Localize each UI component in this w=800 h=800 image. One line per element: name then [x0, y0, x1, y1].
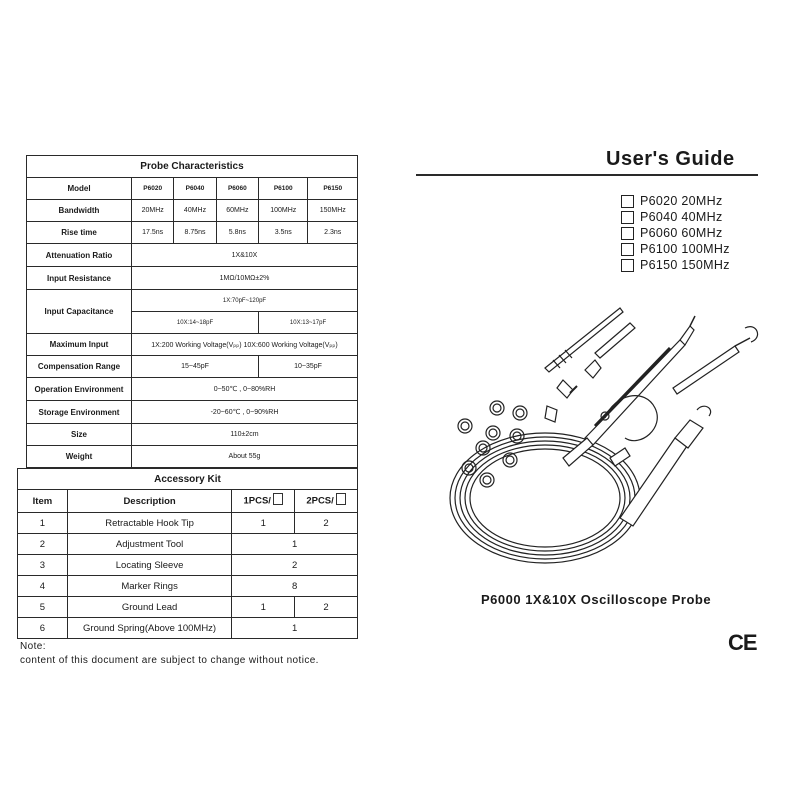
item-number: 4	[18, 576, 68, 597]
product-caption: P6000 1X&10X Oscilloscope Probe	[481, 592, 712, 607]
page-title: User's Guide	[606, 148, 735, 170]
checkbox-icon	[621, 259, 634, 272]
rise-time-cell: 3.5ns	[259, 222, 308, 244]
storage-env-label: Storage Environment	[27, 401, 132, 424]
2pcs-label: 2PCS/	[306, 495, 334, 507]
input-resistance-label: Input Resistance	[27, 267, 132, 290]
max-input-value: 1X:200 Working Voltage(Vₚₚ) 10X:600 Working Voltage(Vₚₚ)	[132, 334, 358, 356]
qty: 1	[232, 618, 358, 639]
qty-2pcs: 2	[295, 597, 358, 618]
model-cell: P6060	[216, 178, 258, 200]
input-resistance-value: 1MΩ/10MΩ±2%	[132, 267, 358, 290]
attenuation-value: 1X&10X	[132, 244, 358, 267]
rise-time-row	[27, 222, 358, 244]
description-column-header: Description	[67, 490, 231, 513]
bandwidth-cell: 40MHz	[174, 200, 216, 222]
item-column-header: Item	[18, 490, 68, 513]
item-description: Marker Rings	[67, 576, 231, 597]
rise-time-cell: 17.5ns	[132, 222, 174, 244]
bandwidth-cell: 20MHz	[132, 200, 174, 222]
model-row	[27, 178, 358, 200]
checkbox-icon	[621, 227, 634, 240]
item-number: 2	[18, 534, 68, 555]
bandwidth-cell: 60MHz	[216, 200, 258, 222]
table-row	[18, 534, 358, 555]
item-number: 5	[18, 597, 68, 618]
model-cell: P6040	[174, 178, 216, 200]
model-option-label: P6100 100MHz	[640, 242, 730, 256]
title-divider	[416, 174, 758, 176]
ce-mark-icon: CE	[728, 630, 757, 655]
checkbox-icon	[621, 243, 634, 256]
bandwidth-row	[27, 200, 358, 222]
accessory-header-row	[18, 490, 358, 513]
input-capacitance-10x-b: 10X:13~17pF	[259, 312, 358, 334]
item-number: 6	[18, 618, 68, 639]
model-option-label: P6040 40MHz	[640, 210, 723, 224]
item-description: Adjustment Tool	[67, 534, 231, 555]
rise-time-cell: 2.3ns	[308, 222, 358, 244]
bnc-connector-icon	[620, 406, 711, 526]
note-text: content of this document are subject to change without notice.	[20, 655, 319, 666]
qty: 2	[232, 555, 358, 576]
operation-env-row	[27, 378, 358, 401]
adjustment-tool-icon	[545, 308, 635, 378]
table-row	[18, 555, 358, 576]
bandwidth-cell: 150MHz	[308, 200, 358, 222]
table-row	[18, 576, 358, 597]
weight-row	[27, 446, 358, 468]
model-option-label: P6150 150MHz	[640, 258, 730, 272]
rise-time-cell: 8.75ns	[174, 222, 216, 244]
compensation-label: Compensation Range	[27, 356, 132, 378]
accessory-kit-title: Accessory Kit	[18, 469, 358, 490]
operation-env-label: Operation Environment	[27, 378, 132, 401]
list-item	[621, 193, 730, 209]
input-resistance-row	[27, 267, 358, 290]
ground-lead-icon	[605, 396, 657, 466]
item-description: Retractable Hook Tip	[67, 513, 231, 534]
model-cell: P6020	[132, 178, 174, 200]
rise-time-label: Rise time	[27, 222, 132, 244]
list-item	[621, 209, 730, 225]
checkbox-icon	[621, 195, 634, 208]
model-checklist	[621, 193, 730, 273]
checkbox-icon	[621, 211, 634, 224]
model-cell: P6100	[259, 178, 308, 200]
note-label: Note:	[20, 641, 46, 652]
table-row	[18, 618, 358, 639]
input-capacitance-label: Input Capacitance	[27, 290, 132, 334]
attenuation-row	[27, 244, 358, 267]
qty: 8	[232, 576, 358, 597]
list-item	[621, 257, 730, 273]
size-row	[27, 424, 358, 446]
item-number: 1	[18, 513, 68, 534]
model-label: Model	[27, 178, 132, 200]
accessory-kit-table	[17, 468, 358, 639]
qty-1pcs: 1	[232, 597, 295, 618]
table-row	[18, 513, 358, 534]
locating-sleeve-icon	[545, 380, 577, 422]
probe-characteristics-title: Probe Characteristics	[27, 156, 358, 178]
probe-tip-icon	[673, 327, 758, 394]
1pcs-label: 1PCS/	[243, 495, 271, 507]
storage-env-row	[27, 401, 358, 424]
model-option-label: P6060 60MHz	[640, 226, 723, 240]
operation-env-value: 0~50℃ , 0~80%RH	[132, 378, 358, 401]
input-capacitance-row	[27, 290, 358, 312]
rise-time-cell: 5.8ns	[216, 222, 258, 244]
item-description: Ground Spring(Above 100MHz)	[67, 618, 231, 639]
item-description: Locating Sleeve	[67, 555, 231, 576]
size-value: 110±2cm	[132, 424, 358, 446]
model-option-label: P6020 20MHz	[640, 194, 723, 208]
package-icon	[336, 493, 346, 505]
compensation-row	[27, 356, 358, 378]
item-number: 3	[18, 555, 68, 576]
input-capacitance-1x: 1X:70pF~120pF	[132, 290, 358, 312]
bandwidth-cell: 100MHz	[259, 200, 308, 222]
list-item	[621, 225, 730, 241]
compensation-value-b: 10~35pF	[259, 356, 358, 378]
input-capacitance-10x-a: 10X:14~18pF	[132, 312, 259, 334]
max-input-row	[27, 334, 358, 356]
attenuation-label: Attenuation Ratio	[27, 244, 132, 267]
bandwidth-label: Bandwidth	[27, 200, 132, 222]
weight-label: Weight	[27, 446, 132, 468]
weight-value: About 55g	[132, 446, 358, 468]
qty-1pcs: 1	[232, 513, 295, 534]
compensation-value-a: 15~45pF	[132, 356, 259, 378]
list-item	[621, 241, 730, 257]
qty: 1	[232, 534, 358, 555]
2pcs-column-header	[295, 490, 358, 513]
probe-kit-illustration	[445, 298, 765, 588]
size-label: Size	[27, 424, 132, 446]
table-row	[18, 597, 358, 618]
item-description: Ground Lead	[67, 597, 231, 618]
probe-characteristics-table	[26, 155, 358, 468]
1pcs-column-header	[232, 490, 295, 513]
storage-env-value: -20~60℃ , 0~90%RH	[132, 401, 358, 424]
package-icon	[273, 493, 283, 505]
model-cell: P6150	[308, 178, 358, 200]
coiled-cable-icon	[450, 433, 640, 563]
max-input-label: Maximum Input	[27, 334, 132, 356]
qty-2pcs: 2	[295, 513, 358, 534]
